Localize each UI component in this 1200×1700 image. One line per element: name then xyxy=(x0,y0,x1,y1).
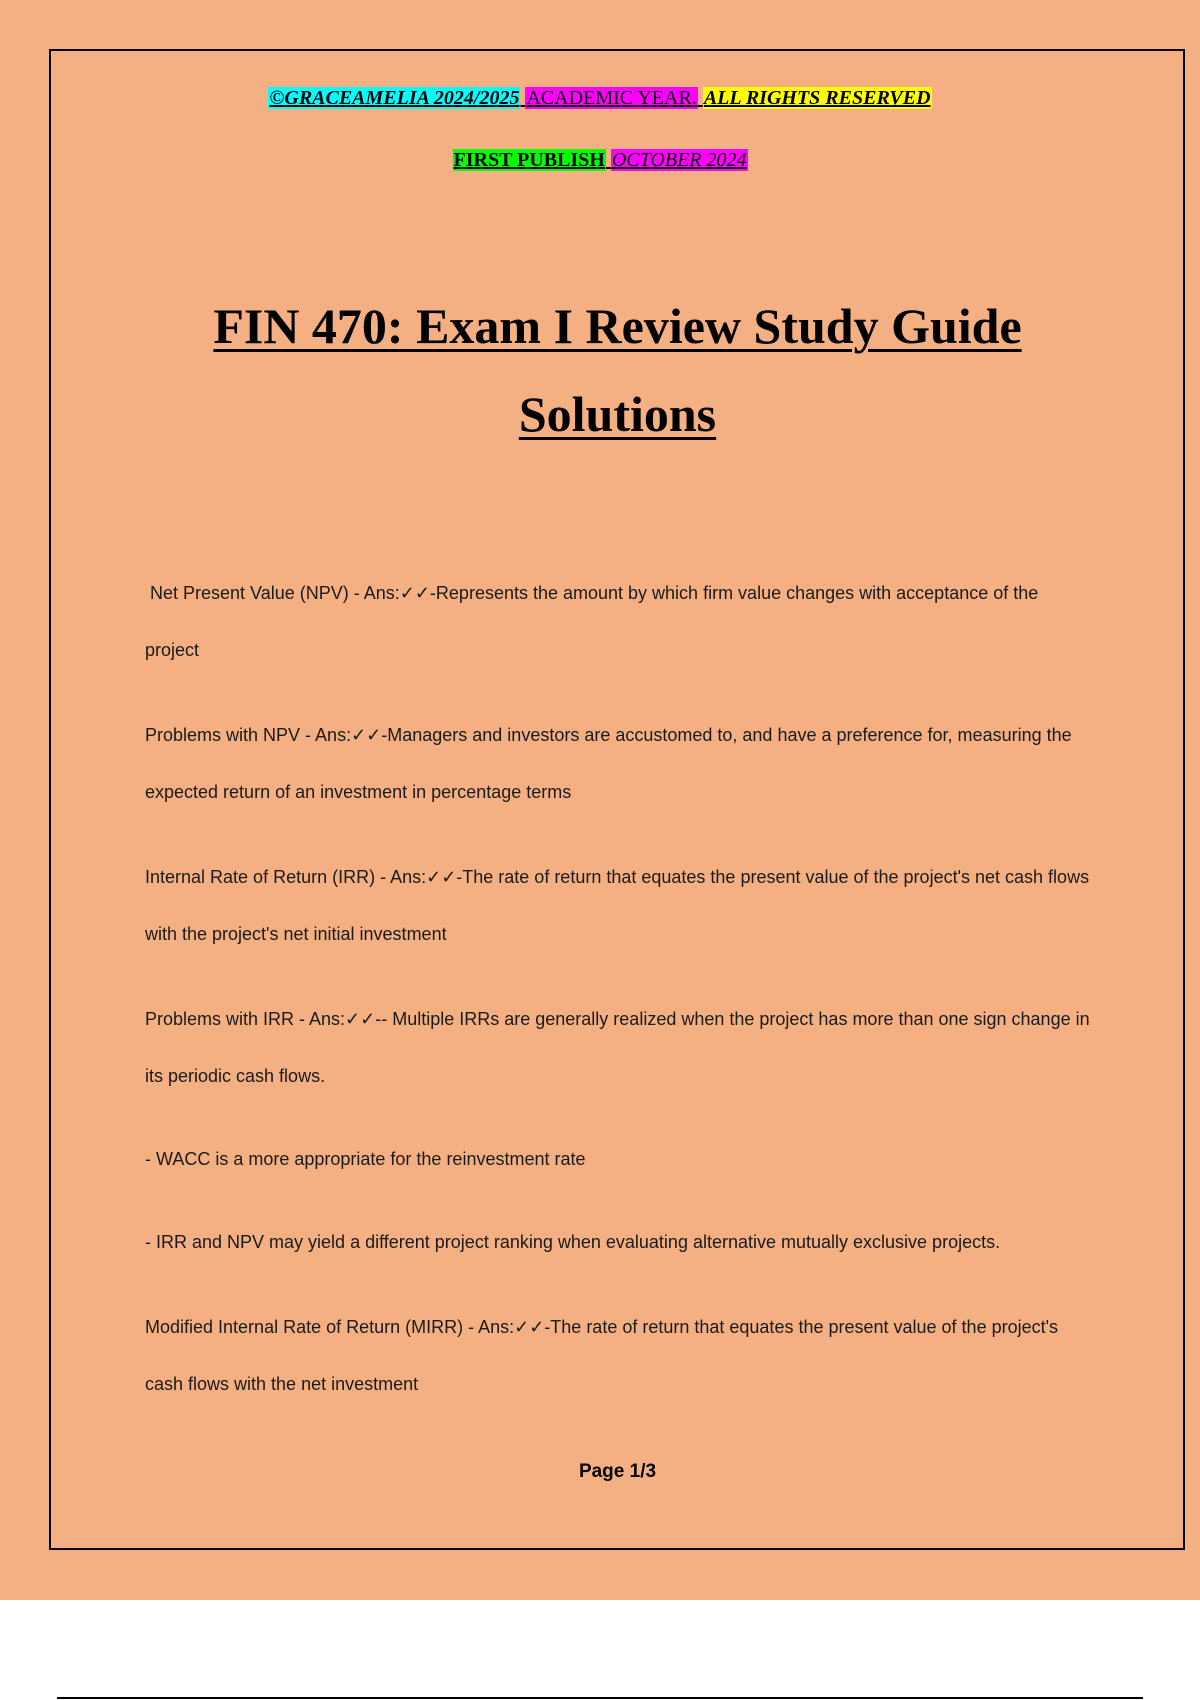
entry-problems-npv: Problems with NPV - Ans:✓✓-Managers and investors are accustomed to, and have a preference for, measuring the expected return of an investment in percentage terms xyxy=(145,725,1072,802)
entry-npv: Net Present Value (NPV) - Ans:✓✓-Represents the amount by which firm value changes with acceptance of the project xyxy=(145,583,1039,660)
study-guide-entries xyxy=(145,565,1095,1441)
copyright-line xyxy=(0,86,1200,110)
rights-reserved-label: ALL RIGHTS RESERVED xyxy=(703,87,931,109)
page-number: Page 1/3 xyxy=(578,1461,657,1482)
next-page-divider xyxy=(57,1697,1143,1699)
copyright-notice: ©GRACEAMELIA 2024/2025 xyxy=(269,87,520,109)
entry-irr: Internal Rate of Return (IRR) - Ans:✓✓-The rate of return that equates the present value of the project's net cash flows with the project's net initial investment xyxy=(145,867,1090,944)
publish-line xyxy=(0,148,1200,172)
publish-date: OCTOBER 2024 xyxy=(611,149,747,171)
academic-year-label: ACADEMIC YEAR. xyxy=(526,87,697,109)
entry-problems-irr: Problems with IRR - Ans:✓✓-- Multiple IRRs are generally realized when the project has more than one sign change in its periodic cash flows. xyxy=(145,1009,1090,1086)
entry-irr-npv-ranking: - IRR and NPV may yield a different project ranking when evaluating alternative mutually exclusive projects. xyxy=(145,1232,1001,1252)
document-title xyxy=(0,282,1200,458)
entry-mirr: Modified Internal Rate of Return (MIRR) - Ans:✓✓-The rate of return that equates the present value of the project's cash flows with the net investment xyxy=(145,1317,1059,1394)
entry-wacc: - WACC is a more appropriate for the reinvestment rate xyxy=(145,1149,586,1169)
title-line-2: Solutions xyxy=(518,386,717,442)
title-line-1: FIN 470: Exam I Review Study Guide xyxy=(213,298,1022,354)
first-publish-label: FIRST PUBLISH xyxy=(453,149,605,171)
